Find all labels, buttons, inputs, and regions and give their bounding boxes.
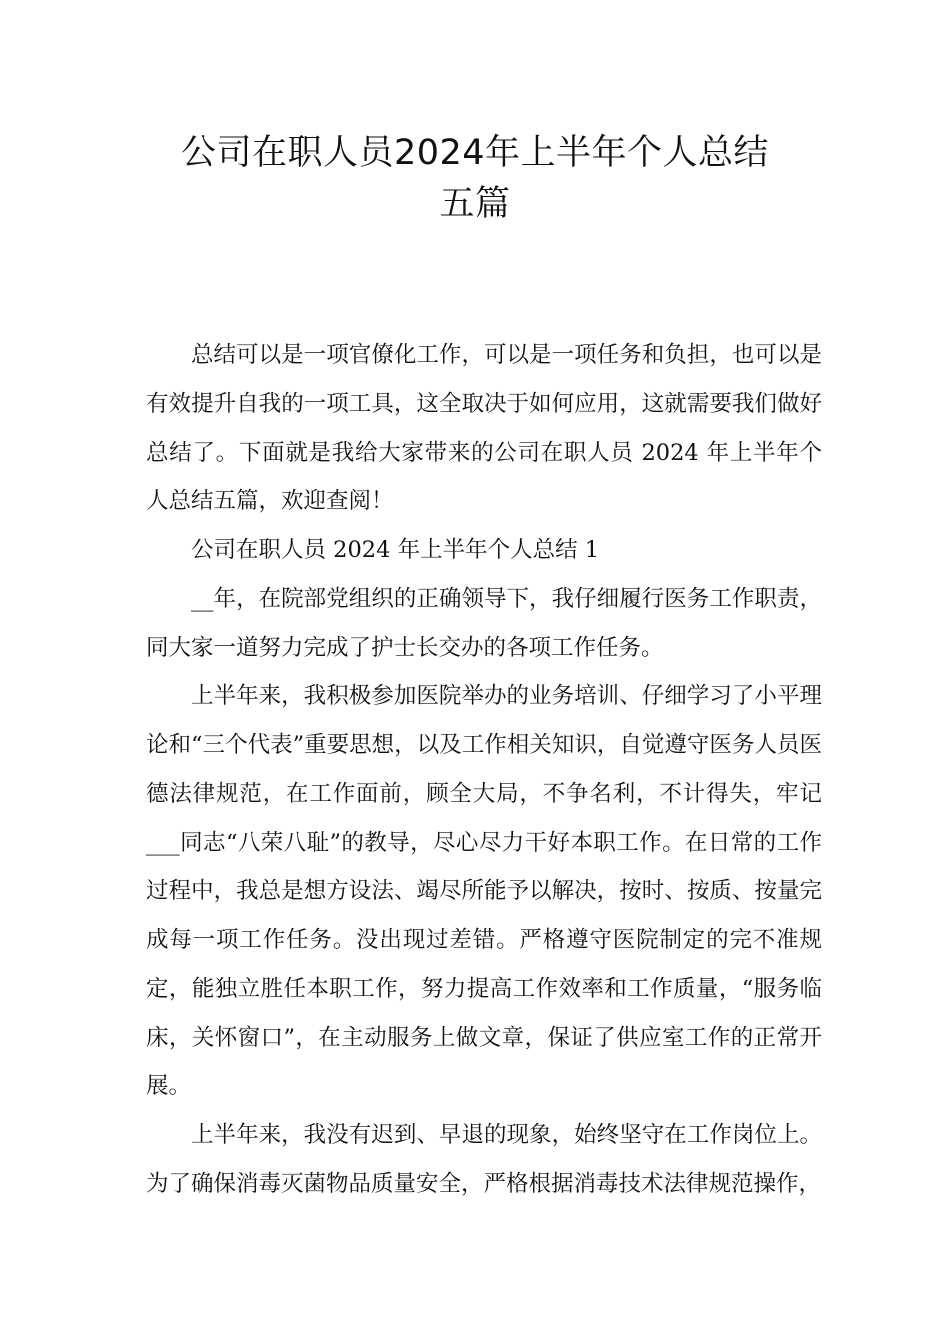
title-line-1: 公司在职人员2024年上半年个人总结 (180, 133, 770, 173)
section-heading-1: 公司在职人员 2024 年上半年个人总结 1 (191, 537, 600, 563)
body-paragraph: __年，在院部党组织的正确领导下，我仔细履行医务工作职责，同大家一道努力完成了护士长交办的各项工作任务。 (146, 585, 822, 661)
body-paragraph: 上半年来，我没有迟到、早退的现象，始终坚守在工作岗位上。为了确保消毒灭菌物品质量安全，严格根据消毒技术法律规范操作， (146, 1122, 822, 1197)
body-paragraph: 上半年来，我积极参加医院举办的业务培训、仔细学习了小平理论和“三个代表”重要思想，以及工作相关知识，自觉遵守医务人员医德法律规范，在工作面前，顾全大局，不争名利，不计得失，牢记___同志“八荣八耻”的教导，尽心尽力干好本职工作。在日常的工作过程中，我总是想方设法、竭尽所能予以解决，按时、按质、按量完成每一项工作任务。没出现过差错。严格遵守医院制定的完不准规定，能独立胜任本职工作，努力提高工作效率和工作质量，“服务临床，关怀窗口”，在主动服务上做文章，保证了供应室工作的正常开展。 (146, 683, 822, 1100)
document-title (120, 128, 830, 230)
intro-paragraph: 总结可以是一项官僚化工作，可以是一项任务和负担，也可以是有效提升自我的一项工具，这全取决于如何应用，这就需要我们做好总结了。下面就是我给大家带来的公司在职人员 2024 年上半年个人总结五篇，欢迎查阅！ (146, 342, 822, 515)
title-line-2: 五篇 (439, 184, 511, 224)
document-body (146, 331, 822, 1209)
